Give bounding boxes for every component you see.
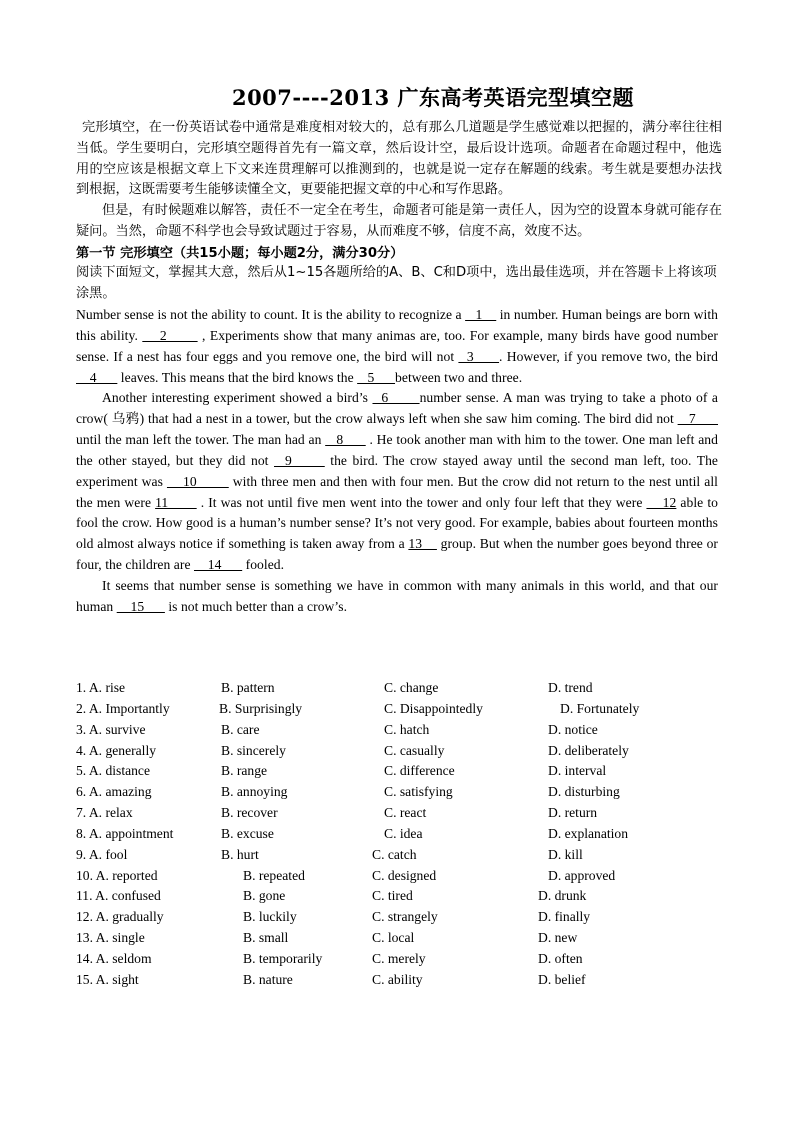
option-b: B. small xyxy=(243,930,289,946)
option-c: C. Disappointedly xyxy=(384,700,483,716)
passage-paragraph xyxy=(76,388,718,576)
option-question: 15. A. sight xyxy=(76,971,139,987)
option-b: B. sincerely xyxy=(221,742,286,758)
option-question: 11. A. confused xyxy=(76,888,161,904)
option-c: C. merely xyxy=(372,950,426,966)
blank-slot: 2 xyxy=(142,327,198,343)
intro-paragraph: 完形填空，在一份英语试卷中通常是难度相对较大的，总有那么几道题是学生感觉难以把握的，满分率往往相当低。学生要明白，完形填空题得首先有一篇文章，然后设计空，最后设计选项。命题者在命题过程中，他选用的空应该是根据文章上下文来连贯理解可以推测到的，也就是说一定存在解题的线索。考生就是要想办法找到根据，这既需要考生能够读懂全文，更要能把握文章的中心和写作思路。 xyxy=(76,120,722,198)
option-d: D. kill xyxy=(548,846,583,862)
option-question: 8. A. appointment xyxy=(76,825,174,841)
cloze-passage xyxy=(76,305,718,618)
option-row xyxy=(76,784,722,805)
passage-text: It seems that number sense is something we have in common with many animals in this world, and that our human xyxy=(76,577,718,614)
blank-slot: 8 xyxy=(325,432,366,448)
option-row xyxy=(76,847,722,868)
option-question: 3. A. survive xyxy=(76,721,146,737)
blank-slot: 14 xyxy=(193,557,243,573)
passage-text: number sense. A man was trying to take a photo of a crow( 乌鸦) that had a nest in a tower, but the crow always left when she saw him coming. The bird did not xyxy=(76,390,719,427)
blank-slot: 10 xyxy=(166,473,229,489)
option-d: D. belief xyxy=(538,971,586,987)
option-d: D. interval xyxy=(548,763,607,779)
option-d: D. new xyxy=(538,930,578,946)
section-instruction: 阅读下面短文，掌握其大意，然后从1~15各题所给的A、B、C和D项中，选出最佳选项，并在答题卡上将该项涂黑。 xyxy=(76,265,717,301)
option-c: C. designed xyxy=(372,867,437,883)
passage-text: with three men and then with four men. But the crow did not return to the nest until all the men were xyxy=(76,473,718,510)
option-question: 2. A. Importantly xyxy=(76,700,170,716)
option-c: C. idea xyxy=(384,825,423,841)
passage-paragraph xyxy=(76,305,718,388)
option-question: 1. A. rise xyxy=(76,680,126,695)
option-row xyxy=(76,951,722,972)
passage-text: . It was not until five men went into the tower and only four left that they were xyxy=(196,494,647,510)
blank-slot: 1 xyxy=(465,307,497,322)
option-c: C. strangely xyxy=(372,909,438,925)
passage-text: . He took another man with him to the tower. One man left and the other stayed, but they did not xyxy=(76,432,718,468)
option-b: B. annoying xyxy=(221,784,288,800)
passage-text: in number. Human beings are born with this ability. xyxy=(76,307,718,343)
option-b: B. pattern xyxy=(221,680,275,695)
option-d: D. approved xyxy=(548,867,616,883)
option-c: C. react xyxy=(384,805,427,821)
passage-text: until the man left the tower. The man had an xyxy=(76,432,326,448)
intro-text xyxy=(76,118,722,243)
option-row xyxy=(76,805,722,826)
blank-slot: 13 xyxy=(408,536,437,552)
passage-text: is not much better than a crow’s. xyxy=(164,598,348,614)
option-c: C. difference xyxy=(384,763,455,779)
option-b: B. gone xyxy=(243,888,286,904)
passage-text: Number sense is not the ability to count. It is the ability to recognize a xyxy=(76,307,466,322)
option-b: B. range xyxy=(221,763,268,779)
option-d: D. finally xyxy=(538,909,591,925)
option-row xyxy=(76,763,722,784)
option-row xyxy=(76,743,722,764)
option-b: B. temporarily xyxy=(243,950,323,966)
passage-text: , Experiments show that many animas are, too. For example, many birds have good number sense. If a nest has four eggs and you remove one, the bird will not xyxy=(76,327,719,364)
option-d: D. return xyxy=(548,805,598,821)
option-row xyxy=(76,930,722,951)
passage-text: Another interesting experiment showed a bird’s xyxy=(102,390,373,406)
passage-text: fooled. xyxy=(242,557,285,573)
option-question: 13. A. single xyxy=(76,930,145,946)
option-b: B. repeated xyxy=(243,867,305,883)
page-title: 2007----2013 广东高考英语完型填空题 xyxy=(231,85,635,110)
option-b: B. Surprisingly xyxy=(219,700,303,716)
option-c: C. satisfying xyxy=(384,784,453,800)
option-row xyxy=(76,888,722,909)
option-row xyxy=(76,680,722,701)
blank-slot: 6 xyxy=(372,390,420,406)
option-d: D. Fortunately xyxy=(560,700,640,716)
option-question: 5. A. distance xyxy=(76,763,150,779)
option-question: 4. A. generally xyxy=(76,742,157,758)
blank-slot: 3 xyxy=(458,348,500,364)
option-question: 7. A. relax xyxy=(76,805,133,821)
option-d: D. often xyxy=(538,950,583,966)
option-question: 14. A. seldom xyxy=(76,950,152,966)
option-question: 12. A. gradually xyxy=(76,909,164,925)
option-row xyxy=(76,909,722,930)
option-c: C. change xyxy=(384,680,439,695)
passage-paragraph xyxy=(76,576,718,618)
passage-text: leaves. This means that the bird knows the xyxy=(117,369,358,385)
option-row xyxy=(76,701,722,722)
blank-slot: 9 xyxy=(274,452,325,468)
blank-slot: 4 xyxy=(76,369,118,385)
option-d: D. drunk xyxy=(538,888,587,904)
blank-slot: 15 xyxy=(116,598,165,614)
option-c: C. tired xyxy=(372,888,413,904)
option-b: B. nature xyxy=(243,971,293,987)
option-row xyxy=(76,722,722,743)
option-d: D. disturbing xyxy=(548,784,620,800)
blank-slot: 5 xyxy=(357,369,396,385)
option-d: D. deliberately xyxy=(548,742,629,758)
intro-paragraph: 但是，有时候题难以解答，责任不一定全在考生，命题者可能是第一责任人，因为空的设置本身就可能存在疑问。当然，命题不科学也会导致试题过于容易，从而难度不够，信度不高，效度不达。 xyxy=(76,203,722,239)
answer-options xyxy=(76,680,722,993)
option-c: C. ability xyxy=(372,971,423,987)
passage-text: between two and three. xyxy=(395,369,523,385)
option-d: D. explanation xyxy=(548,825,629,841)
passage-text: group. But when the number goes beyond three or four, the children are xyxy=(76,536,718,573)
option-question: 10. A. reported xyxy=(76,867,158,883)
option-b: B. recover xyxy=(221,805,278,821)
option-c: C. local xyxy=(372,930,415,946)
passage-text: . However, if you remove two, the bird xyxy=(499,348,718,364)
option-d: D. notice xyxy=(548,721,598,737)
blank-slot: 12 xyxy=(646,494,677,510)
option-b: B. care xyxy=(221,721,260,737)
option-question: 6. A. amazing xyxy=(76,784,152,800)
blank-slot: 7 xyxy=(677,411,719,427)
section-heading: 第一节 完形填空（共15小题；每小题2分，满分30分） xyxy=(76,246,404,261)
option-d: D. trend xyxy=(548,680,593,695)
passage-text: able to fool the crow. How good is a human’s number sense? It’s not very good. For example, babies about fourteen months old almost always notice if something is taken away from a xyxy=(76,494,718,552)
option-c: C. casually xyxy=(384,742,445,758)
option-b: B. hurt xyxy=(221,846,259,862)
option-row xyxy=(76,868,722,889)
passage-text: the bird. The crow stayed away until the second man left, too. The experiment was xyxy=(76,452,719,489)
option-c: C. catch xyxy=(372,846,417,862)
blank-slot: 11 xyxy=(155,494,197,510)
option-question: 9. A. fool xyxy=(76,846,128,862)
option-c: C. hatch xyxy=(384,721,430,737)
option-b: B. luckily xyxy=(243,909,297,925)
option-b: B. excuse xyxy=(221,825,274,841)
option-row xyxy=(76,972,722,993)
option-row xyxy=(76,826,722,847)
